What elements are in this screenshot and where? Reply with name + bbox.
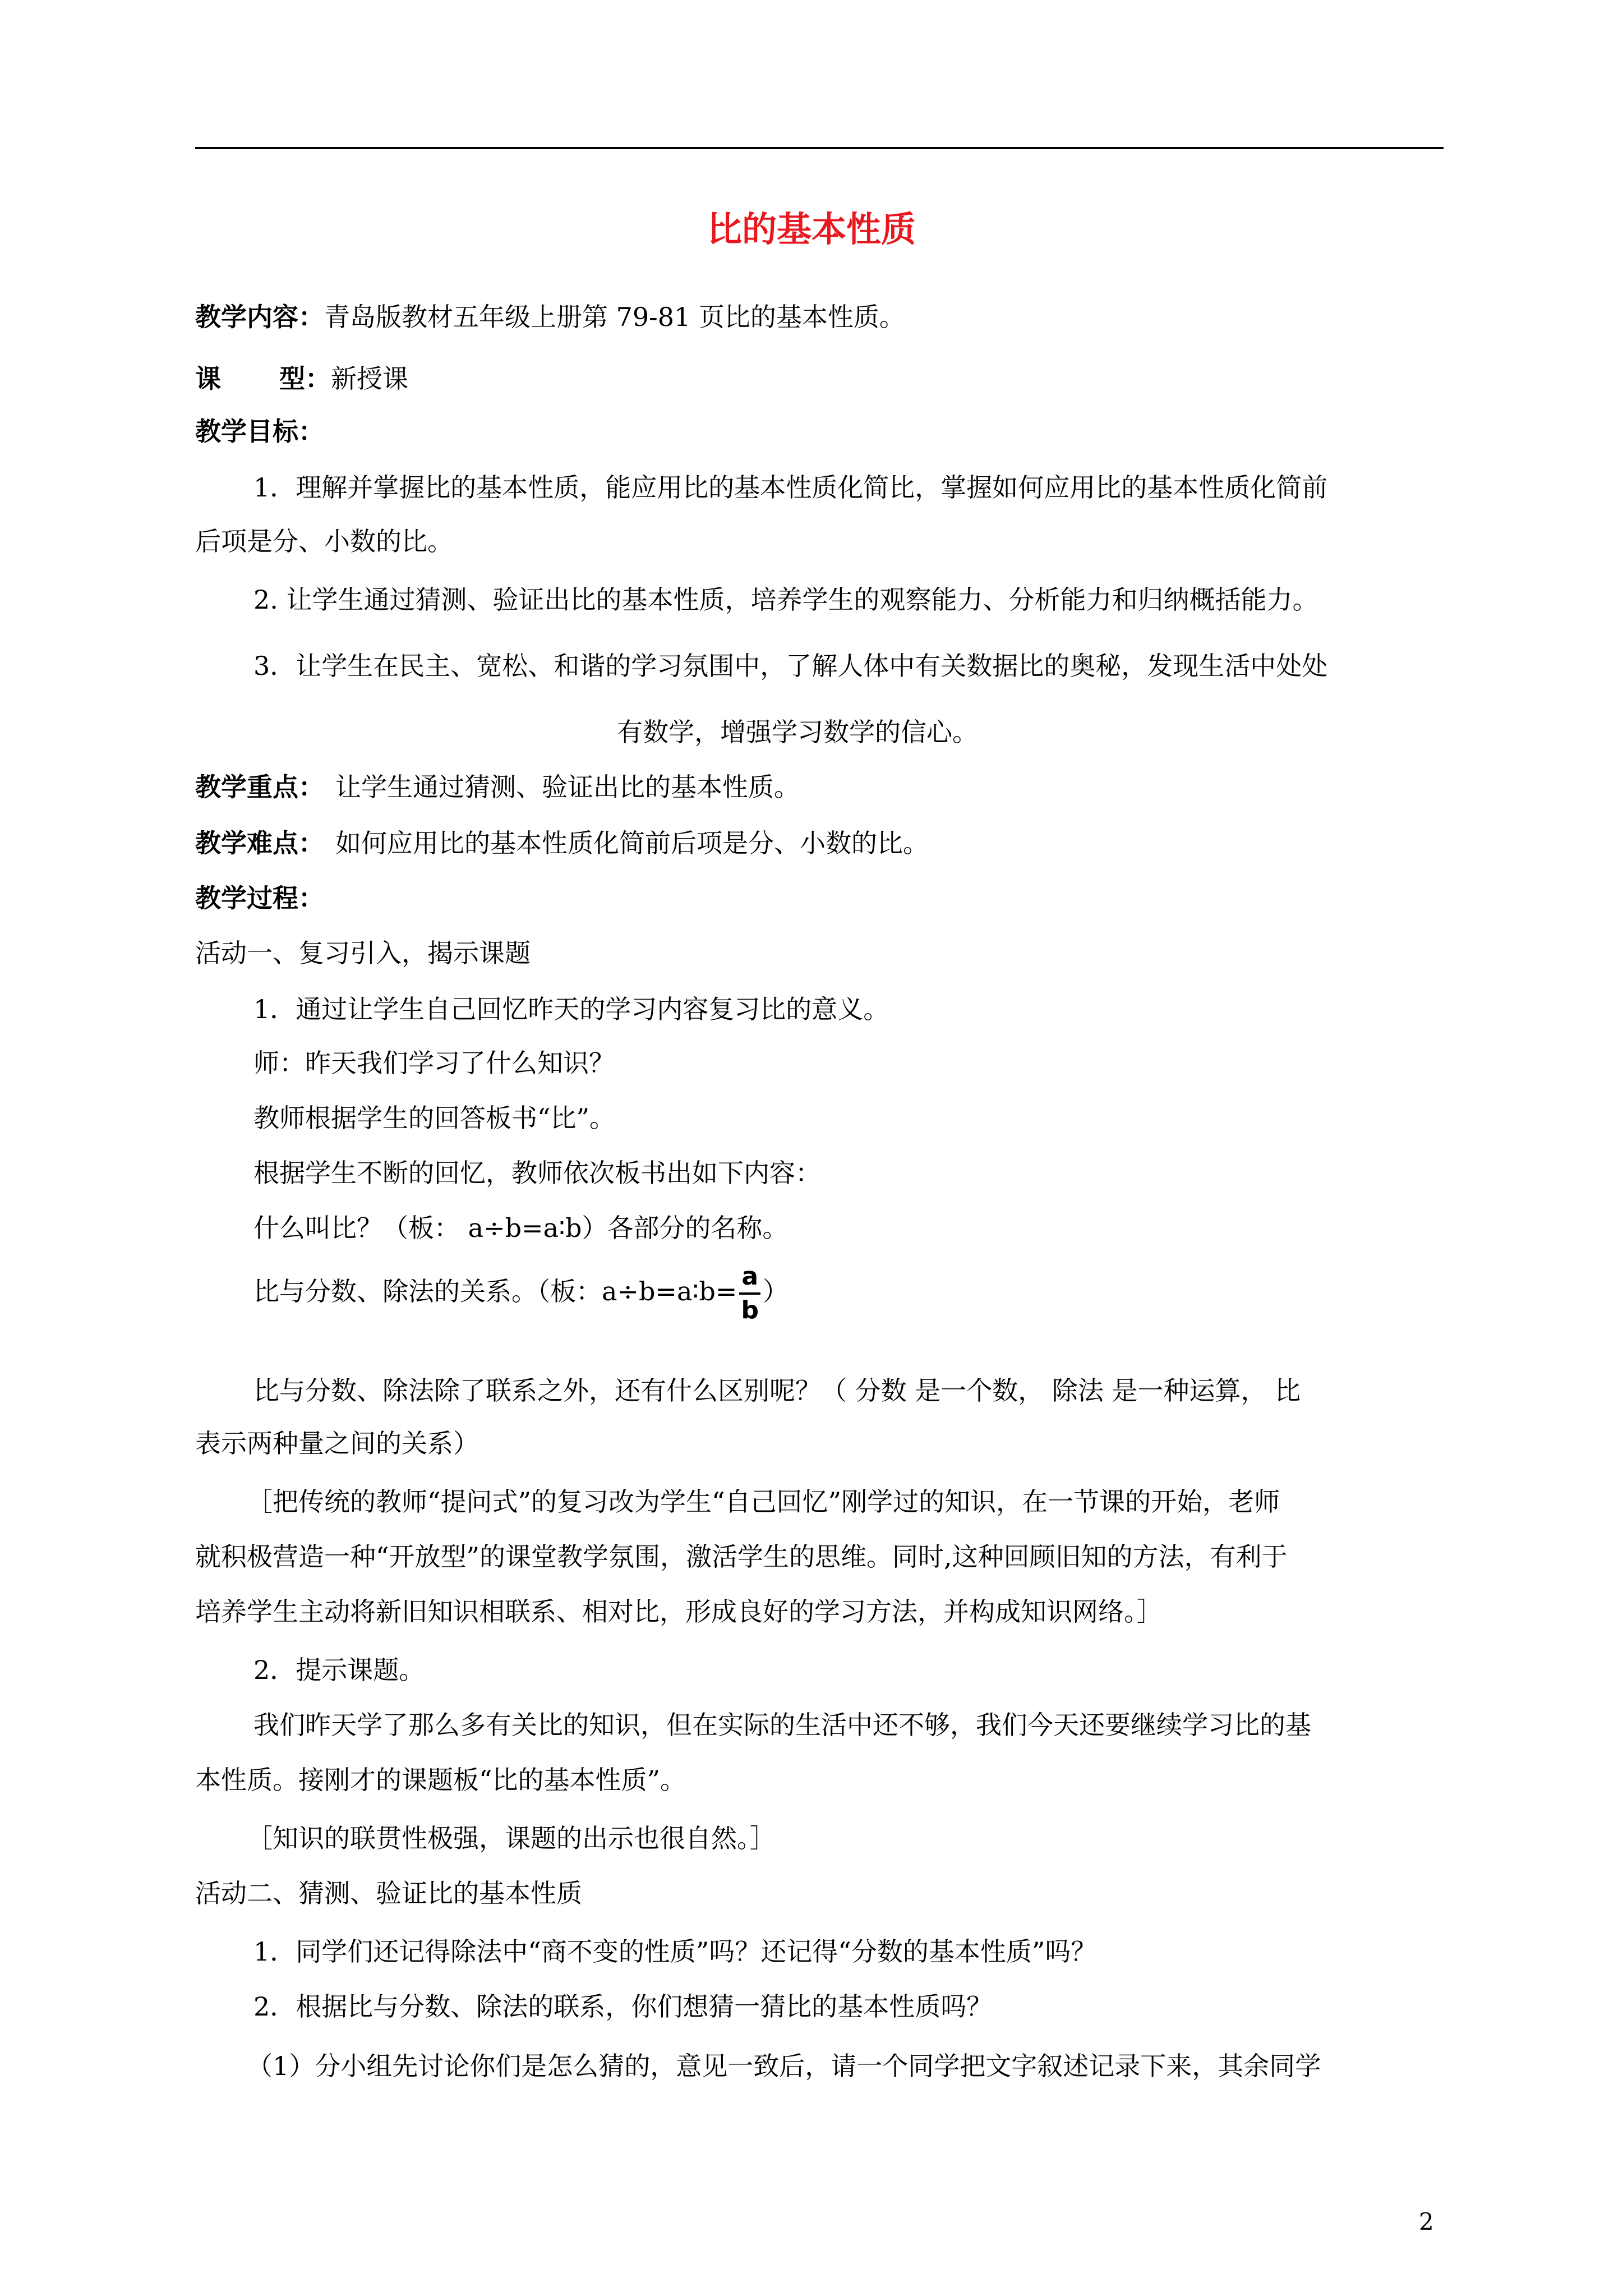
teaching-note-2: ［知识的联贯性极强，课题的出示也很自然。］ [247,1823,776,1853]
goal-2: 2. 让学生通过猜测、验证出比的基本性质，培养学生的观察能力、分析能力和归纳概括能力。 [253,585,1318,615]
focus-label: 教学重点： [195,772,324,802]
header-rule [195,147,1444,149]
goals-label: 教学目标： [195,416,324,447]
focus-row [195,774,800,800]
board-note-2: 根据学生不断的回忆，教师依次板书出如下内容： [253,1158,821,1188]
teacher-question: 师：昨天我们学习了什么知识？ [253,1048,615,1078]
activity-1-item-2: 2．提示课题。 [253,1655,425,1685]
fraction-a-over-b [739,1264,760,1323]
content-label: 教学内容： [195,302,324,332]
goal-1-line-2: 后项是分、小数的比。 [195,526,453,556]
difficulty-text: 如何应用比的基本性质化简前后项是分、小数的比。 [335,828,929,858]
type-text: 新授课 [331,364,408,394]
activity-1-item-1: 1．通过让学生自己回忆昨天的学习内容复习比的意义。 [253,994,889,1024]
difficulty-label: 教学难点： [195,828,324,858]
type-label-1: 课 [195,364,221,394]
goal-3-line-2: 有数学，增强学习数学的信心。 [617,717,978,747]
goal-3-line-1: 3．让学生在民主、宽松、和谐的学习氛围中，了解人体中有关数据比的奥秘，发现生活中处处 [253,651,1328,681]
fraction-denominator: b [741,1296,759,1324]
relation-suffix: ） [763,1276,789,1306]
teaching-note-line-3: 培养学生主动将新旧知识相联系、相对比，形成良好的学习方法，并构成知识网络。］ [195,1596,1163,1627]
activity-1-heading: 活动一、复习引入，揭示课题 [195,938,531,968]
type-row [195,366,408,392]
teaching-note-line-2: 就积极营造一种“开放型”的课堂教学氛围，激活学生的思维。同时,这种回顾旧知的方法，有利于 [195,1542,1288,1572]
activity-2-item-1: 1．同学们还记得除法中“商不变的性质”吗？还记得“分数的基本性质”吗？ [253,1936,1097,1967]
activity-2-item-2: 2．根据比与分数、除法的联系，你们想猜一猜比的基本性质吗？ [253,1991,993,2022]
content-row [195,304,905,330]
focus-text: 让学生通过猜测、验证出比的基本性质。 [335,772,800,802]
difference-line-1: 比与分数、除法除了联系之外，还有什么区别呢？（ 分数 是一个数， 除法 是一种运算， 比 [253,1375,1301,1406]
activity-2-sub-1: （1）分小组先讨论你们是怎么猜的，意见一致后，请一个同学把文字叙述记录下来，其余同学 [247,2051,1321,2081]
yesterday-line-1: 我们昨天学了那么多有关比的知识，但在实际的生活中还不够，我们今天还要继续学习比的基 [253,1710,1311,1740]
activity-2-heading: 活动二、猜测、验证比的基本性质 [195,1878,582,1908]
fraction-numerator: a [739,1264,760,1295]
what-is-ratio: 什么叫比？（板： a÷b=a∶b）各部分的名称。 [253,1213,789,1243]
goal-1-line-1: 1．理解并掌握比的基本性质，能应用比的基本性质化简比，掌握如何应用比的基本性质化简前 [253,472,1328,503]
relation-prefix: 比与分数、除法的关系。（板：a÷b=a∶b= [253,1276,737,1306]
page-number: 2 [1419,2208,1434,2235]
type-label-2: 型： [279,364,331,394]
yesterday-line-2: 本性质。接刚才的课题板“比的基本性质”。 [195,1765,686,1795]
teaching-note-line-1: ［把传统的教师“提问式”的复习改为学生“自己回忆”刚学过的知识，在一节课的开始，老师 [247,1487,1280,1517]
relation-row [253,1264,789,1323]
process-label: 教学过程： [195,883,324,913]
content-text: 青岛版教材五年级上册第 79-81 页比的基本性质。 [324,302,905,332]
difficulty-row [195,830,929,856]
difference-line-2: 表示两种量之间的关系） [195,1428,479,1458]
board-note-1: 教师根据学生的回答板书“比”。 [253,1103,616,1133]
page-title: 比的基本性质 [707,209,916,250]
